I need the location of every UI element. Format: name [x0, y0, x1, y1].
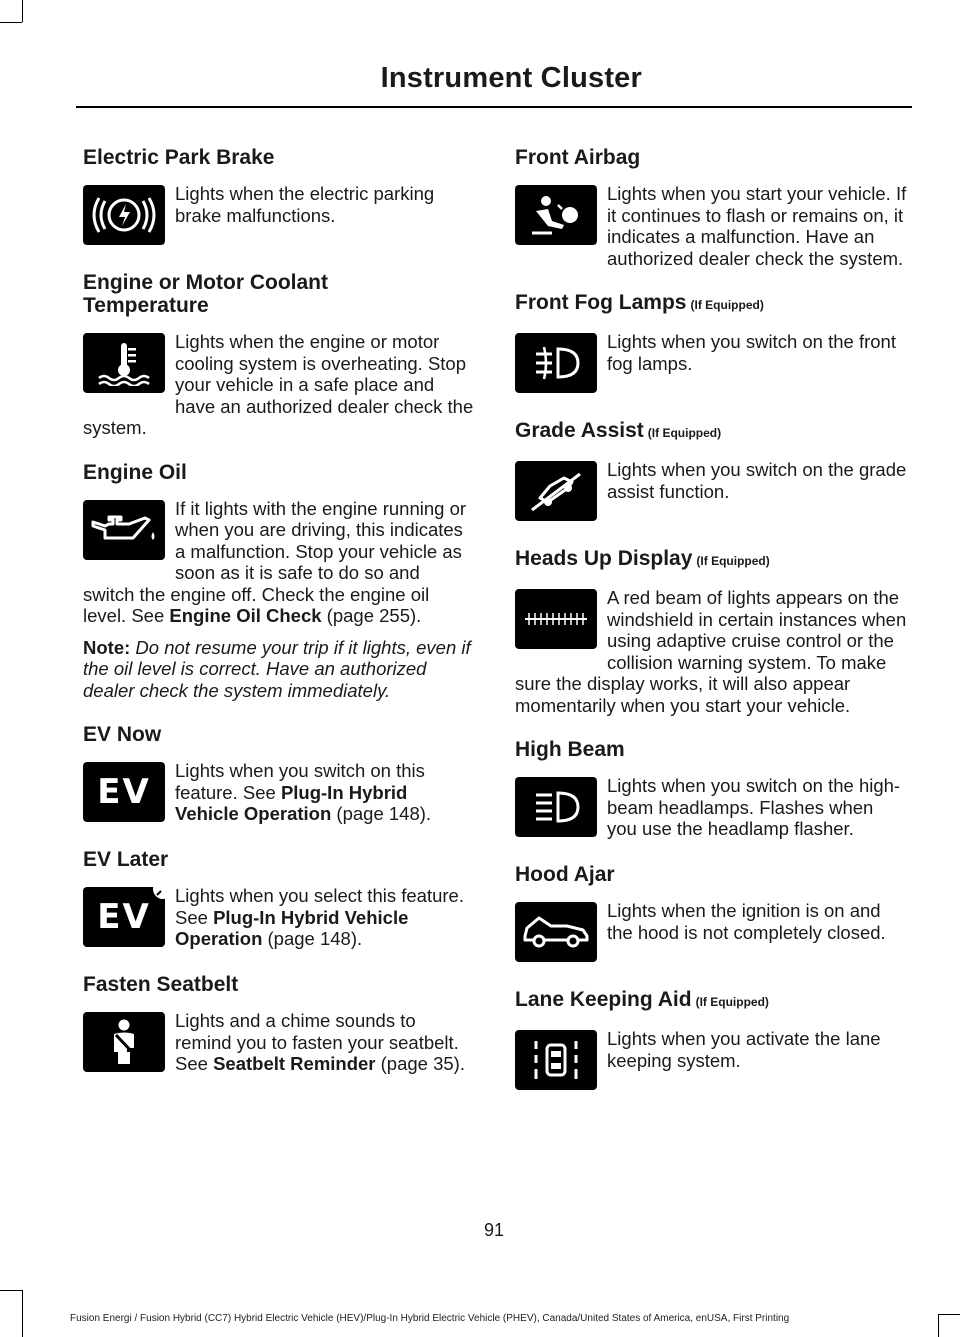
grade-assist-icon [515, 461, 597, 521]
crop-mark-top-left-v [22, 0, 23, 22]
section-fasten-seatbelt [83, 973, 475, 1076]
section-ev-now [83, 723, 475, 826]
right-column [515, 146, 907, 1116]
section-text: Lights when you select this feature. See Plug-In Hybrid Vehicle Operation (page 148). [175, 885, 464, 949]
section-text: Lights and a chime sounds to remind you to fasten your seatbelt. See Seatbelt Reminder (page 35). [175, 1010, 465, 1074]
crop-mark-top-left-h [0, 22, 22, 23]
section-title: Engine or Motor Coolant Temperature [83, 271, 328, 317]
section-title: Front Airbag [515, 146, 641, 169]
page-title: Instrument Cluster [380, 62, 642, 94]
section-title: Electric Park Brake [83, 146, 275, 169]
section-title: Hood Ajar [515, 863, 615, 886]
heads-up-display-icon [515, 589, 597, 649]
section-hood-ajar [515, 863, 907, 966]
section-title: Fasten Seatbelt [83, 973, 239, 996]
section-text: A red beam of lights appears on the windshield in certain instances when using adaptive cruise control or the collision warning system. To make sure the display works, it will also appear momentarily when you start your vehicle. [515, 587, 907, 716]
footer-text: Fusion Energi / Fusion Hybrid (CC7) Hybrid Electric Vehicle (HEV)/Plug-In Hybrid Electric Vehicle (PHEV), Canada/United States of America, enUSA, First Printing [70, 1313, 790, 1324]
page-header [76, 62, 912, 95]
section-text: Lights when you switch on the front fog lamps. [607, 331, 896, 374]
airbag-icon [515, 185, 597, 245]
section-title: Heads Up Display (If Equipped) [515, 547, 770, 570]
section-title: Grade Assist (If Equipped) [515, 419, 722, 442]
section-heads-up-display [515, 547, 907, 716]
electric-park-brake-icon [83, 185, 165, 245]
section-text: Lights when the engine or motor cooling system is overheating. Stop your vehicle in a safe place and have an authorized dealer check the system. [83, 331, 474, 438]
section-front-fog-lamps [515, 291, 907, 397]
section-text: Lights when you activate the lane keeping system. [607, 1028, 881, 1071]
section-title: Lane Keeping Aid (If Equipped) [515, 988, 769, 1011]
ev-later-icon: EV [83, 887, 165, 947]
section-grade-assist [515, 419, 907, 525]
section-title: High Beam [515, 738, 625, 761]
section-text: Lights when the ignition is on and the hood is not completely closed. [607, 900, 886, 943]
hood-ajar-icon [515, 902, 597, 962]
plug-in-hybrid-link[interactable]: Plug-In Hybrid Vehicle Operation [175, 781, 408, 824]
section-high-beam [515, 738, 907, 841]
section-title: Engine Oil [83, 460, 187, 484]
section-ev-later [83, 848, 475, 951]
ev-now-icon: EV [83, 762, 165, 822]
plug-in-hybrid-link[interactable]: Plug-In Hybrid Vehicle Operation [175, 906, 409, 949]
engine-oil-check-link[interactable]: Engine Oil Check [169, 605, 322, 626]
section-lane-keeping-aid [515, 988, 907, 1094]
front-fog-lamp-icon [515, 333, 597, 393]
note: Note: Do not resume your trip if it lights, even if the oil level is correct. Have an authorized dealer check the system immediately. [83, 636, 471, 701]
seatbelt-icon [83, 1012, 165, 1072]
section-engine-oil [83, 461, 475, 702]
section-title: Front Fog Lamps (If Equipped) [515, 291, 764, 314]
high-beam-icon [515, 777, 597, 837]
lane-keeping-icon [515, 1030, 597, 1090]
header-rule [76, 106, 912, 108]
section-text: Lights when you switch on this feature. See Plug-In Hybrid Vehicle Operation (page 148). [175, 760, 432, 824]
seatbelt-reminder-link[interactable]: Seatbelt Reminder [213, 1053, 376, 1074]
section-electric-park-brake [83, 146, 475, 249]
crop-mark-bottom-right-h [938, 1314, 960, 1315]
page-number: 91 [483, 1220, 505, 1240]
crop-mark-bottom-left-h [0, 1290, 22, 1291]
section-text: Lights when you start your vehicle. If it continues to flash or remains on, it indicates a malfunction. Have an authorized dealer check the system. [607, 183, 907, 269]
section-front-airbag [515, 146, 907, 269]
left-column [83, 146, 475, 1098]
oil-can-icon [83, 500, 165, 560]
section-coolant-temperature [83, 271, 475, 439]
crop-mark-bottom-left-v [22, 1290, 23, 1337]
coolant-temperature-icon [83, 333, 165, 393]
section-title: EV Later [83, 848, 169, 871]
section-text: Lights when you switch on the grade assist function. [607, 459, 907, 502]
section-text: Lights when you switch on the high-beam headlamps. Flashes when you use the headlamp flasher. [607, 775, 901, 839]
section-text: Lights when the electric parking brake malfunctions. [175, 183, 435, 226]
section-text: If it lights with the engine running or when you are driving, this indicates a malfunction. Stop your vehicle as soon as it is safe to do so and switch the engine off. Check the engine oil level. See Engine Oil Check (page 255). [83, 497, 467, 626]
section-title: EV Now [83, 723, 162, 746]
crop-mark-bottom-right-v [938, 1314, 939, 1337]
